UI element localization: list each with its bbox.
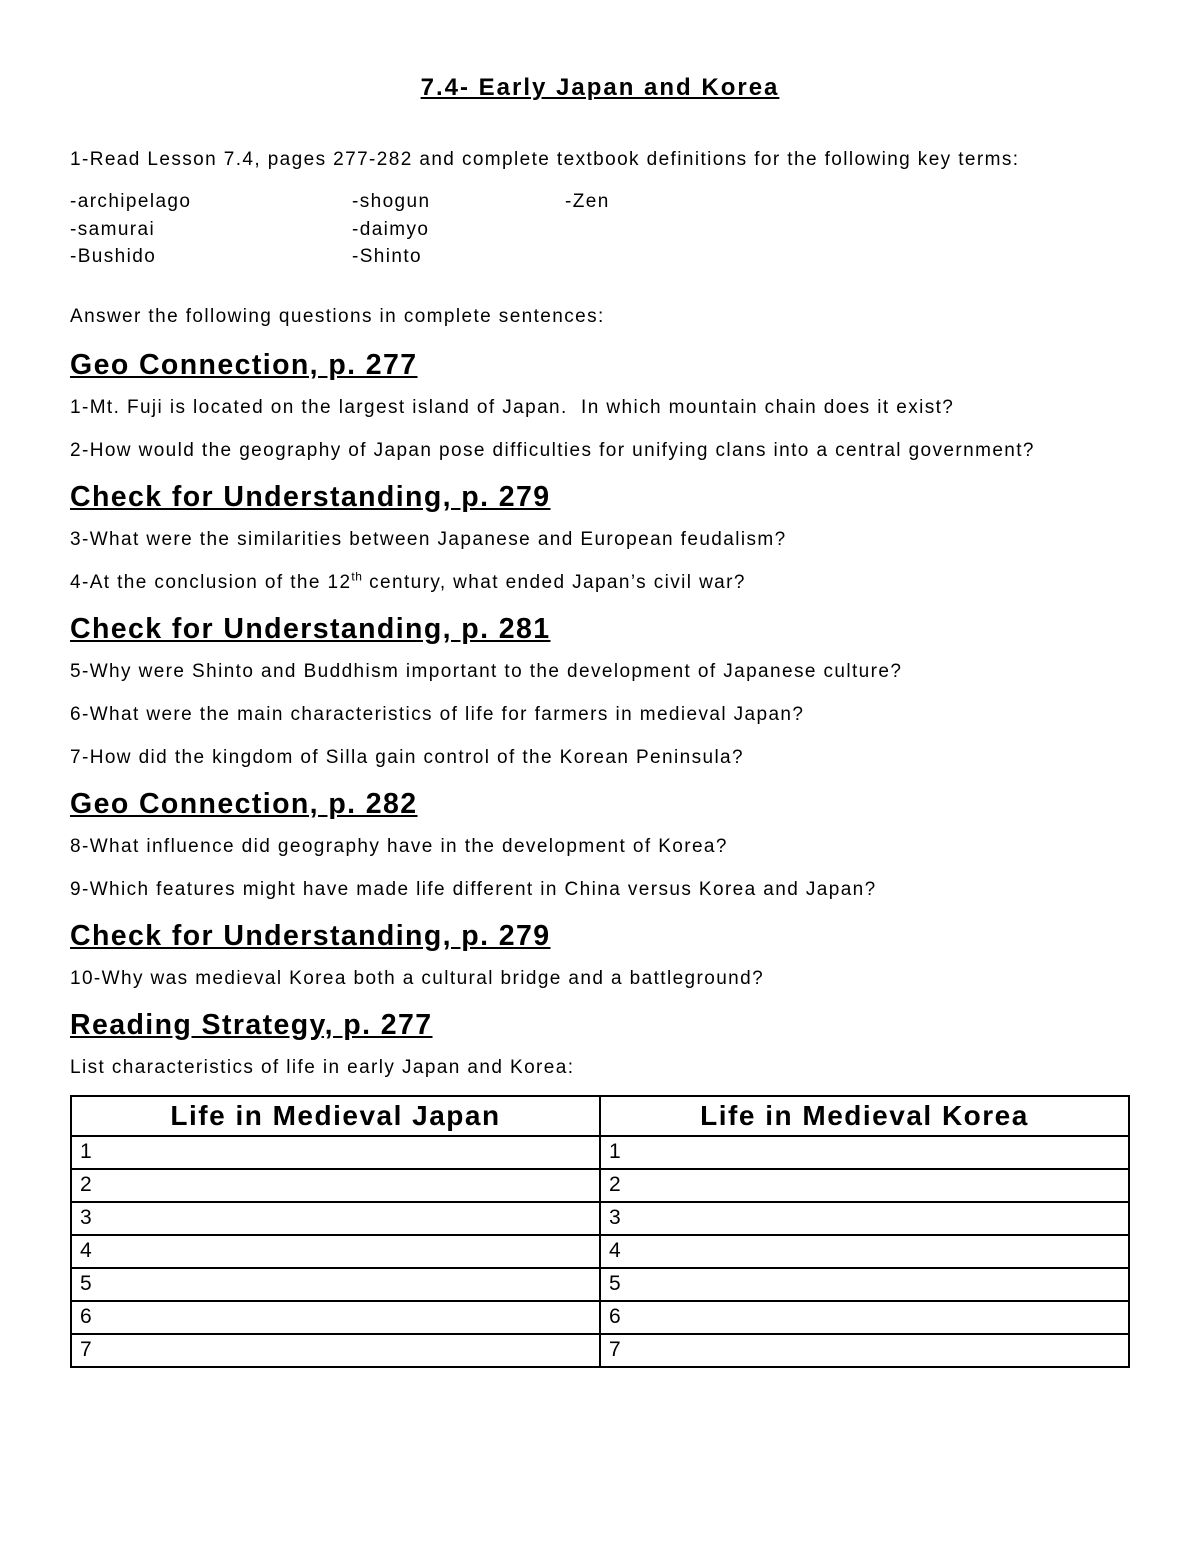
question-4-text-pre: 4-At the conclusion of the 12 (70, 571, 352, 593)
key-term-bushido: -Bushido (70, 246, 157, 267)
table-cell-korea-4: 4 (600, 1235, 1129, 1268)
table-cell-korea-2: 2 (600, 1169, 1129, 1202)
table-row (71, 1235, 1129, 1268)
question-4-superscript: th (351, 569, 363, 584)
table-cell-japan-7: 7 (71, 1334, 600, 1367)
table-cell-korea-1: 1 (600, 1136, 1129, 1169)
section-heading-reading-strategy-277: Reading Strategy, p. 277 (70, 1008, 433, 1041)
section-heading-check-understanding-279: Check for Understanding, p. 279 (70, 480, 551, 513)
table-header-korea: Life in Medieval Korea (600, 1096, 1129, 1136)
question-7: 7-How did the kingdom of Silla gain control of the Korean Peninsula? (70, 746, 744, 768)
question-1: 1-Mt. Fuji is located on the largest island of Japan. In which mountain chain does it exist? (70, 396, 955, 418)
key-term-zen: -Zen (565, 191, 610, 212)
section-heading-check-understanding-281: Check for Understanding, p. 281 (70, 612, 551, 645)
table-cell-japan-5: 5 (71, 1268, 600, 1301)
key-term-samurai: -samurai (70, 218, 156, 240)
table-cell-japan-2: 2 (71, 1169, 600, 1202)
question-2: 2-How would the geography of Japan pose difficulties for unifying clans into a central government? (70, 439, 1035, 461)
table-cell-korea-3: 3 (600, 1202, 1129, 1235)
key-terms-column-1 (70, 188, 352, 271)
table-cell-japan-1: 1 (71, 1136, 600, 1169)
question-4-text-post: century, what ended Japan’s civil war? (362, 571, 746, 593)
question-8: 8-What influence did geography have in the development of Korea? (70, 835, 728, 857)
life-comparison-table (70, 1095, 1130, 1368)
question-10: 10-Why was medieval Korea both a cultural bridge and a battleground? (70, 967, 765, 989)
section-heading-check-understanding-279b: Check for Understanding, p. 279 (70, 919, 551, 952)
table-header-row (71, 1096, 1129, 1136)
table-row (71, 1136, 1129, 1169)
key-term-daimyo: -daimyo (352, 218, 430, 240)
key-term-shogun: -shogun (352, 191, 431, 212)
key-terms-list (70, 188, 1130, 271)
question-9: 9-Which features might have made life different in China versus Korea and Japan? (70, 878, 877, 900)
table-cell-japan-4: 4 (71, 1235, 600, 1268)
question-5: 5-Why were Shinto and Buddhism important to the development of Japanese culture? (70, 660, 903, 682)
table-row (71, 1202, 1129, 1235)
read-instruction: 1-Read Lesson 7.4, pages 277-282 and complete textbook definitions for the following key terms: (70, 149, 1020, 170)
key-term-archipelago: -archipelago (70, 191, 192, 212)
page-title: 7.4- Early Japan and Korea (420, 74, 780, 101)
section-heading-geo-connection-277: Geo Connection, p. 277 (70, 348, 418, 381)
table-header-japan: Life in Medieval Japan (71, 1096, 600, 1136)
table-row (71, 1268, 1129, 1301)
key-term-shinto: -Shinto (352, 246, 423, 267)
key-terms-column-2 (352, 188, 565, 271)
table-row (71, 1334, 1129, 1367)
table-row (71, 1301, 1129, 1334)
answer-instruction: Answer the following questions in complete sentences: (70, 305, 605, 327)
table-cell-japan-3: 3 (71, 1202, 600, 1235)
table-cell-japan-6: 6 (71, 1301, 600, 1334)
section-heading-geo-connection-282: Geo Connection, p. 282 (70, 787, 418, 820)
key-terms-column-3 (565, 188, 1130, 271)
question-6: 6-What were the main characteristics of life for farmers in medieval Japan? (70, 703, 805, 725)
question-4 (70, 569, 1130, 597)
table-cell-korea-7: 7 (600, 1334, 1129, 1367)
table-cell-korea-5: 5 (600, 1268, 1129, 1301)
table-cell-korea-6: 6 (600, 1301, 1129, 1334)
table-row (71, 1169, 1129, 1202)
list-characteristics-instruction: List characteristics of life in early Japan and Korea: (70, 1056, 575, 1078)
question-3: 3-What were the similarities between Japanese and European feudalism? (70, 528, 787, 550)
